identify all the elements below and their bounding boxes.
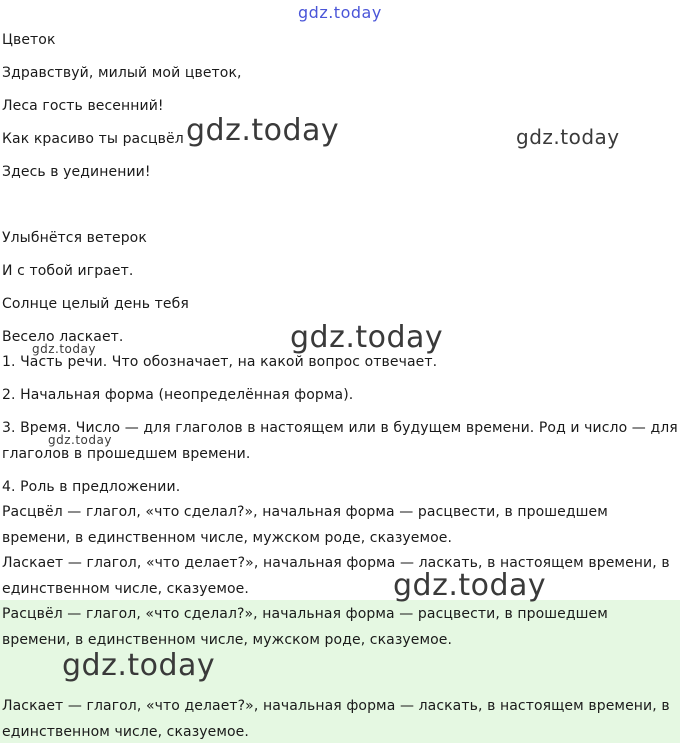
answer-line: единственном числе, сказуемое. [2,581,249,597]
poem-line: Леса гость весенний! [2,98,164,114]
plan-item: 2. Начальная форма (неопределённая форма). [2,387,354,403]
answer-line: Ласкает — глагол, «что делает?», начальная форма — ласкать, в настоящем времени, в [2,555,670,571]
poem-line: И с тобой играет. [2,263,134,279]
plan-item: 1. Часть речи. Что обозначает, на какой вопрос отвечает. [2,354,438,370]
poem-line: Улыбнётся ветерок [2,230,147,246]
answer-line: Расцвёл — глагол, «что сделал?», начальная форма — расцвести, в прошедшем [2,504,608,520]
watermark: gdz.today [298,3,382,22]
poem-line: Весело ласкает. [2,329,124,345]
highlighted-line: Расцвёл — глагол, «что сделал?», начальная форма — расцвести, в прошедшем [2,606,608,622]
highlighted-line: времени, в единственном числе, мужском роде, сказуемое. [2,632,453,648]
poem-title: Цветок [2,32,56,48]
watermark: gdz.today [48,433,112,447]
watermark: gdz.today [393,568,547,603]
watermark: gdz.today [32,342,96,356]
plan-item: глаголов в прошедшем времени. [2,446,251,462]
highlighted-line: единственном числе, сказуемое. [2,724,249,740]
poem-line: Здравствуй, милый мой цветок, [2,65,242,81]
poem-line: Как красиво ты расцвёл [2,131,184,147]
highlighted-line: Ласкает — глагол, «что делает?», начальная форма — ласкать, в настоящем времени, в [2,698,670,714]
plan-item: 3. Время. Число — для глаголов в настоящем или в будущем времени. Род и число — для [2,420,678,436]
watermark: gdz.today [186,113,340,148]
watermark: gdz.today [516,125,620,149]
plan-item: 4. Роль в предложении. [2,479,181,495]
answer-line: времени, в единственном числе, мужском роде, сказуемое. [2,530,453,546]
poem-line: Здесь в уединении! [2,164,151,180]
poem-line: Солнце целый день тебя [2,296,189,312]
watermark: gdz.today [290,320,444,355]
watermark: gdz.today [62,648,216,683]
